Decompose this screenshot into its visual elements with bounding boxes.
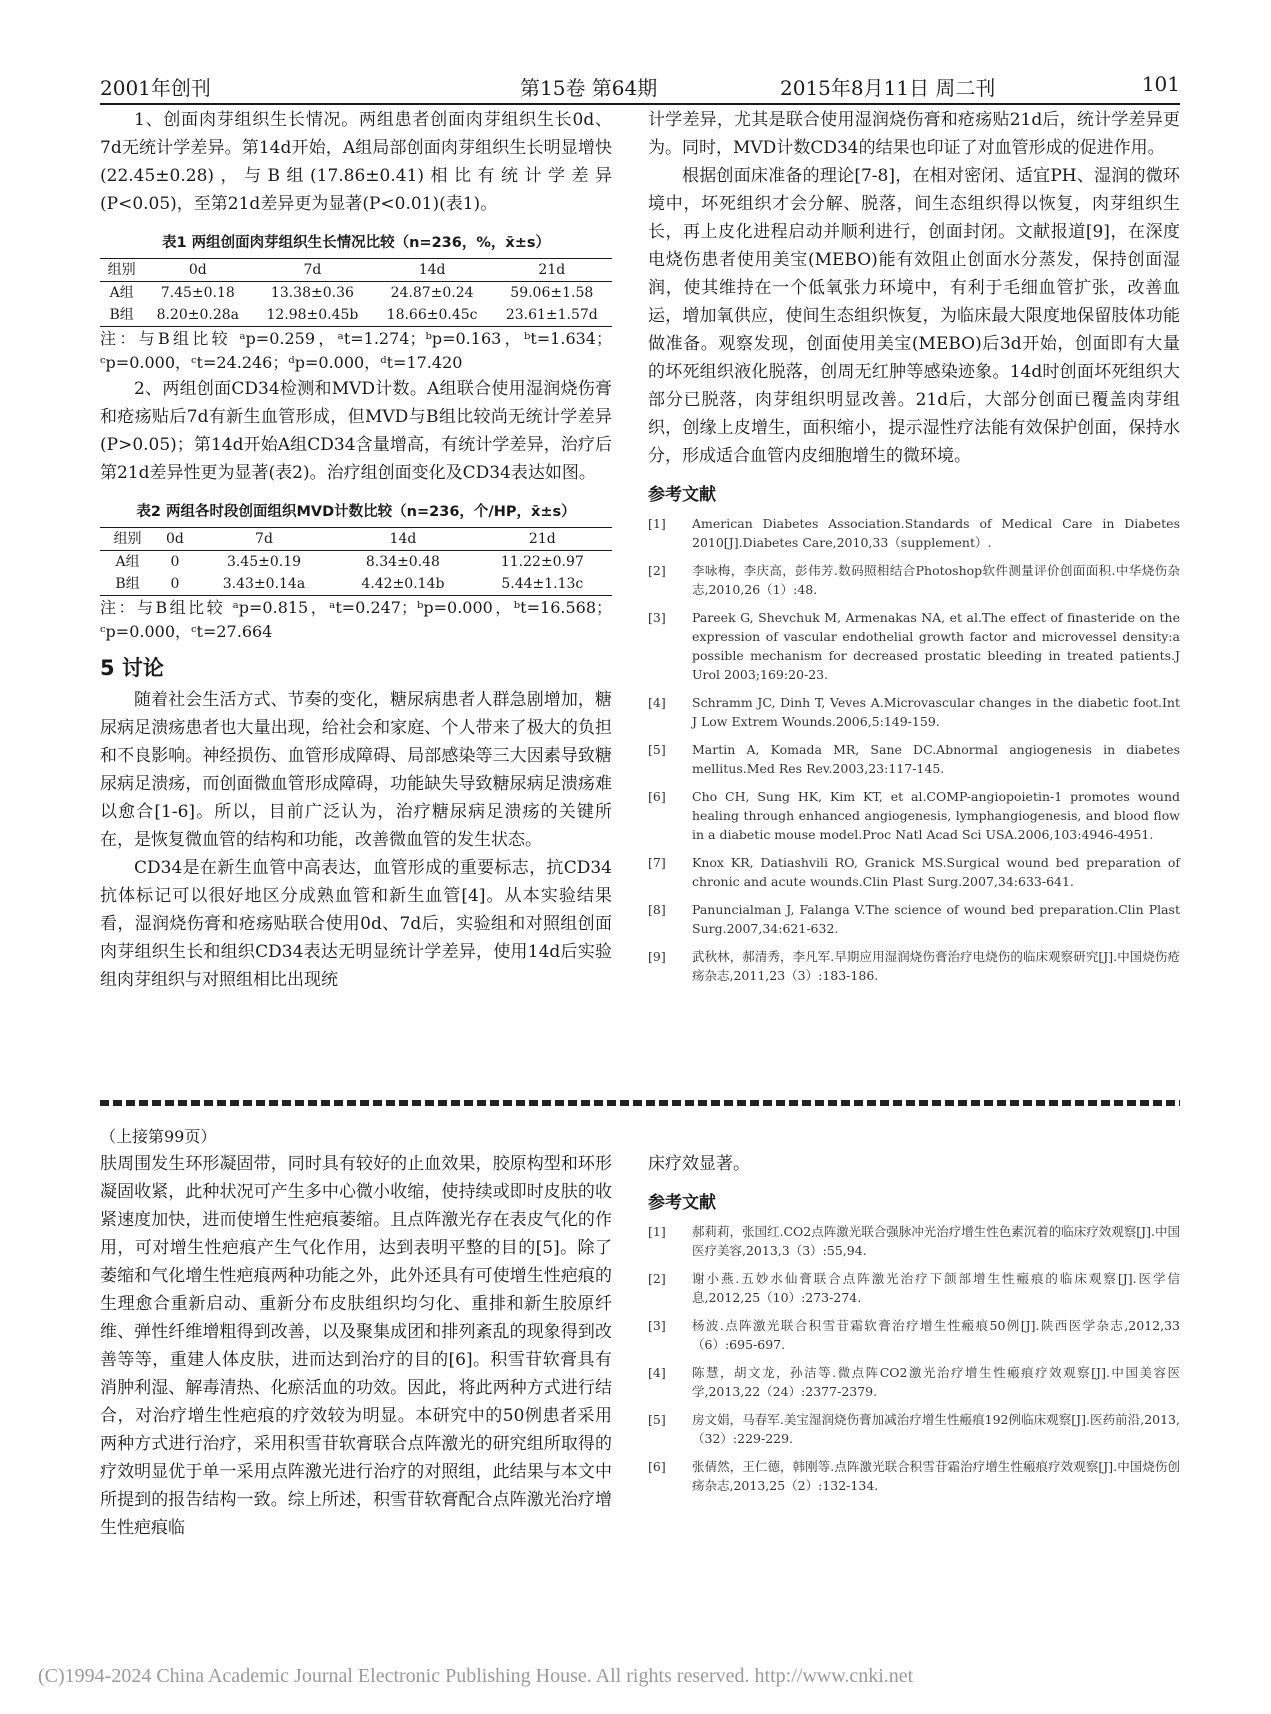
reference-item bbox=[648, 787, 1180, 844]
reference-text: Martin A, Komada MR, Sane DC.Abnormal angiogenesis in diabetes mellitus.Med Res Rev.2003,23:117-145. bbox=[692, 742, 1180, 776]
table-row bbox=[100, 573, 612, 596]
reference-list bbox=[648, 1222, 1180, 1495]
table-header-cell: 组别 bbox=[100, 528, 155, 551]
reference-number: [7] bbox=[648, 855, 666, 870]
reference-number: [5] bbox=[648, 1412, 666, 1427]
table-cell: A组 bbox=[109, 285, 134, 301]
table-cell: 13.38±0.36 bbox=[270, 285, 354, 301]
table-header-cell: 0d bbox=[155, 528, 195, 551]
table-1-title: 表1 两组创面肉芽组织生长情况比较（n=236，%，x̄±s） bbox=[161, 235, 551, 251]
table-cell: 59.06±1.58 bbox=[510, 285, 594, 301]
table-row bbox=[100, 304, 612, 327]
reference-number: [6] bbox=[648, 789, 666, 804]
reference-text: Pareek G, Shevchuk M, Armenakas NA, et al.The effect of finasteride on the expression of vascular endothelial growth factor and microvessel density:a possible mechanism for decreased prostatic bleeding in treated patients.J Urol 2003;169:20-23. bbox=[692, 610, 1180, 682]
table-cell: 24.87±0.24 bbox=[390, 285, 474, 301]
results-paragraph-2: 2、两组创面CD34检测和MVD计数。A组联合使用湿润烧伤膏和疮疡贴后7d有新生血管形成，但MVD与B组比较尚无统计学差异(P>0.05)；第14d开始A组CD34含量增高，有统计学差异，治疗后第21d差异性更为显著(表2)。治疗组创面变化及CD34表达如图。 bbox=[100, 379, 612, 483]
reference-item bbox=[648, 1316, 1180, 1354]
reference-number: [8] bbox=[648, 902, 666, 917]
table-header-cell: 7d bbox=[195, 528, 333, 551]
results-paragraph-1: 1、创面肉芽组织生长情况。两组患者创面肉芽组织生长0d、7d无统计学差异。第14d开始，A组局部创面肉芽组织生长明显增快(22.45±0.28)，与B组(17.86±0.41)相比有统计学差异(P<0.05)，至第21d差异更为显著(P<0.01)(表1)。 bbox=[100, 110, 612, 214]
reference-item bbox=[648, 608, 1180, 684]
reference-number: [9] bbox=[648, 949, 666, 964]
table-header-row bbox=[100, 528, 612, 551]
reference-text: 谢小燕.五妙水仙膏联合点阵激光治疗下颌部增生性瘢痕的临床观察[J].医学信息,2012,25（10）:273-274. bbox=[692, 1271, 1180, 1305]
continuation-right-column bbox=[648, 1150, 1180, 1504]
table-header-cell: 组别 bbox=[100, 259, 143, 282]
table-2-note: 注：与B组比较 ᵃp=0.815，ᵃt=0.247；ᵇp=0.000，ᵇt=16.568；ᶜp=0.000，ᶜt=27.664 bbox=[100, 598, 612, 641]
reference-text: 杨波.点阵激光联合积雪苷霜软膏治疗增生性瘢痕50例[J].陕西医学杂志,2012,33（6）:695-697. bbox=[692, 1318, 1180, 1352]
reference-list bbox=[648, 514, 1180, 985]
reference-number: [5] bbox=[648, 742, 666, 757]
discussion-paragraph-3: 根据创面床准备的理论[7-8]，在相对密闭、适宜PH、湿润的微环境中，坏死组织才会分解、脱落，间生态组织得以恢复，肉芽组织生长，再上皮化进程启动并顺利进行，创面封闭。文献报道[9]，在深度电烧伤患者使用美宝(MEBO)能有效阻止创面水分蒸发，保持创面湿润，使其维持在一个低氧张力环境中，有利于毛细血管扩张，改善血运，增加氧供应，使间生态组织恢复，为临床最大限度地保留肢体功能做准备。观察发现，创面使用美宝(MEBO)后3d开始，创面即有大量的坏死组织液化脱落，创周无红肿等感染迹象。14d时创面坏死组织大部分已脱落，肉芽组织明显改善。21d后，大部分创面已覆盖肉芽组织，创缘上皮增生，面积缩小，提示湿性疗法能有效保护创面，保持水分，形成适合血管内皮细胞增生的微环境。 bbox=[648, 166, 1180, 466]
discussion-paragraph-2: CD34是在新生血管中高表达，血管形成的重要标志，抗CD34抗体标记可以很好地区分成熟血管和新生血管[4]。从本实验结果看，湿润烧伤膏和疮疡贴联合使用0d、7d后，实验组和对照组创面肉芽组织生长和组织CD34表达无明显统计学差异，使用14d后实验组肉芽组织与对照组相比出现统 bbox=[100, 858, 612, 990]
table-header-row bbox=[100, 259, 612, 282]
reference-item bbox=[648, 514, 1180, 552]
reference-number: [2] bbox=[648, 563, 666, 578]
reference-item bbox=[648, 740, 1180, 778]
table-cell: 0 bbox=[155, 573, 195, 596]
reference-number: [6] bbox=[648, 1459, 666, 1474]
reference-number: [1] bbox=[648, 1224, 666, 1239]
table-header-cell: 0d bbox=[143, 259, 252, 282]
discussion-paragraph-continued: 计学差异，尤其是联合使用湿润烧伤膏和疮疡贴21d后，统计学差异更为。同时，MVD计数CD34的结果也印证了对血管形成的促进作用。 bbox=[648, 110, 1180, 158]
table-cell: 7.45±0.18 bbox=[160, 285, 235, 301]
reference-text: 陈慧，胡文龙，孙洁等.微点阵CO2激光治疗增生性瘢痕疗效观察[J].中国美容医学,2013,22（24）:2377-2379. bbox=[692, 1365, 1180, 1399]
page-number: 101 bbox=[1141, 72, 1180, 96]
continuation-paragraph-end: 床疗效显著。 bbox=[648, 1154, 750, 1174]
table-header-cell: 7d bbox=[252, 259, 372, 282]
reference-item bbox=[648, 853, 1180, 891]
reference-text: Cho CH, Sung HK, Kim KT, et al.COMP-angiopoietin-1 promotes wound healing through enhanced angiogenesis, lymphangiogenesis, and blood flow in a diabetic mouse model.Proc Natl Acad Sci USA.2006,103:4946-4951. bbox=[692, 789, 1180, 842]
reference-item bbox=[648, 1363, 1180, 1401]
reference-number: [3] bbox=[648, 1318, 666, 1333]
reference-item bbox=[648, 1457, 1180, 1495]
table-cell: 8.34±0.48 bbox=[365, 554, 440, 570]
table-cell: 0 bbox=[170, 554, 180, 570]
table-header-cell: 21d bbox=[473, 528, 612, 551]
reference-text: American Diabetes Association.Standards of Medical Care in Diabetes 2010[J].Diabetes Care,2010,33（supplement）. bbox=[692, 516, 1180, 550]
copyright-footer: (C)1994-2024 China Academic Journal Electronic Publishing House. All rights reserved. http://www.cnki.net bbox=[38, 1665, 914, 1687]
volume-issue: 第15卷 第64期 bbox=[520, 76, 658, 100]
reference-number: [1] bbox=[648, 516, 666, 531]
continuation-note: （上接第99页） bbox=[100, 1127, 217, 1146]
reference-number: [3] bbox=[648, 610, 666, 625]
table-header-cell: 14d bbox=[333, 528, 472, 551]
references-heading: 参考文献 bbox=[648, 485, 716, 505]
table-cell: 3.45±0.19 bbox=[226, 554, 302, 570]
table-cell: 12.98±0.45b bbox=[252, 304, 372, 327]
reference-text: Knox KR, Datiashvili RO, Granick MS.Surgical wound bed preparation of chronic and acute wounds.Clin Plast Surg.2007,34:633-641. bbox=[692, 855, 1180, 889]
reference-item bbox=[648, 1269, 1180, 1307]
table-cell: A组 bbox=[115, 554, 140, 570]
table-cell: 4.42±0.14b bbox=[333, 573, 472, 596]
reference-text: 李咏梅，李庆高，彭伟芳.数码照相结合Photoshop软件测量评价创面面积.中华烧伤杂志,2010,26（1）:48. bbox=[692, 563, 1180, 597]
reference-text: Panuncialman J, Falanga V.The science of wound bed preparation.Clin Plast Surg.2007,34:621-632. bbox=[692, 902, 1180, 936]
table-header-cell: 21d bbox=[492, 259, 612, 282]
article-separator bbox=[100, 1100, 1180, 1106]
reference-item bbox=[648, 947, 1180, 985]
table-cell: B组 bbox=[100, 573, 155, 596]
references-heading: 参考文献 bbox=[648, 1193, 716, 1213]
table-cell: 8.20±0.28a bbox=[143, 304, 252, 327]
journal-founded: 2001年创刊 bbox=[100, 76, 211, 100]
table-2-title: 表2 两组各时段创面组织MVD计数比较（n=236，个/HP，x̄±s） bbox=[136, 504, 576, 520]
table-2 bbox=[100, 527, 612, 596]
table-header-cell: 14d bbox=[373, 259, 492, 282]
left-column bbox=[100, 106, 612, 994]
table-cell: B组 bbox=[100, 304, 143, 327]
table-cell: 3.43±0.14a bbox=[195, 573, 333, 596]
table-cell: 11.22±0.97 bbox=[500, 554, 584, 570]
reference-text: 武秋林，郝清秀，李凡军.早期应用湿润烧伤膏治疗电烧伤的临床观察研究[J].中国烧伤疮疡杂志,2011,23（3）:183-186. bbox=[692, 949, 1180, 983]
reference-item bbox=[648, 1410, 1180, 1448]
reference-item bbox=[648, 900, 1180, 938]
right-column bbox=[648, 106, 1180, 994]
table-row bbox=[100, 551, 612, 574]
reference-text: 房文娟，马春军.美宝湿润烧伤膏加减治疗增生性瘢痕192例临床观察[J].医药前沿,2013,（32）:229-229. bbox=[692, 1412, 1180, 1446]
table-row bbox=[100, 282, 612, 305]
reference-number: [2] bbox=[648, 1271, 666, 1286]
section-heading-discussion: 5 讨论 bbox=[100, 656, 164, 680]
table-1 bbox=[100, 258, 612, 327]
running-head bbox=[100, 68, 1180, 102]
table-cell: 23.61±1.57d bbox=[492, 304, 612, 327]
reference-number: [4] bbox=[648, 695, 666, 710]
reference-number: [4] bbox=[648, 1365, 666, 1380]
reference-text: Schramm JC, Dinh T, Veves A.Microvascular changes in the diabetic foot.Int J Low Extrem Wounds.2006,5:149-159. bbox=[692, 695, 1180, 729]
table-1-note: 注：与B组比较 ᵃp=0.259，ᵃt=1.274；ᵇp=0.163，ᵇt=1.634；ᶜp=0.000，ᶜt=24.246；ᵈp=0.000，ᵈt=17.420 bbox=[100, 329, 612, 372]
reference-item bbox=[648, 693, 1180, 731]
continuation-left-column bbox=[100, 1150, 612, 1542]
reference-text: 张倩然，王仁德，韩刚等.点阵激光联合积雪苷霜治疗增生性瘢痕疗效观察[J].中国烧伤创疡杂志,2013,25（2）:132-134. bbox=[692, 1459, 1180, 1493]
table-cell: 18.66±0.45c bbox=[373, 304, 492, 327]
table-cell: 5.44±1.13c bbox=[473, 573, 612, 596]
reference-item bbox=[648, 1222, 1180, 1260]
header-rule bbox=[100, 103, 1180, 105]
continuation-paragraph: 肤周围发生环形凝固带，同时具有较好的止血效果，胶原构型和环形凝固收紧，此种状况可产生多中心微小收缩，使持续或即时皮肤的收紧速度加快，进而使增生性疤痕萎缩。且点阵激光存在表皮气化的作用，可对增生性疤痕产生气化作用，达到表明平整的目的[5]。除了萎缩和气化增生性疤痕两种功能之外，此外还具有可使增生性疤痕的生理愈合重新启动、重新分布皮肤组织均匀化、重排和新生胶原纤维、弹性纤维增粗得到改善，以及聚集成团和排列紊乱的现象得到改善等等，重建人体皮肤，进而达到治疗的目的[6]。积雪苷软膏具有消肿利湿、解毒清热、化瘀活血的功效。因此，将此两种方式进行结合，对治疗增生性疤痕的疗效较为明显。本研究中的50例患者采用两种方式进行治疗，采用积雪苷软膏联合点阵激光的研究组所取得的疗效明显优于单一采用点阵激光进行治疗的对照组，此结果与本文中所提到的报告结构一致。综上所述，积雪苷软膏配合点阵激光治疗增生性疤痕临 bbox=[100, 1154, 612, 1538]
discussion-paragraph-1: 随着社会生活方式、节奏的变化，糖尿病患者人群急剧增加，糖尿病足溃疡患者也大量出现，给社会和家庭、个人带来了极大的负担和不良影响。神经损伤、血管形成障碍、局部感染等三大因素导致糖尿病足溃疡，而创面微血管形成障碍，功能缺失导致糖尿病足溃疡难以愈合[1-6]。所以，目前广泛认为，治疗糖尿病足溃疡的关键所在，是恢复微血管的结构和功能，改善微血管的发生状态。 bbox=[100, 690, 612, 850]
reference-item bbox=[648, 561, 1180, 599]
reference-text: 郝莉莉，张国红.CO2点阵激光联合强脉冲光治疗增生性色素沉着的临床疗效观察[J].中国医疗美容,2013,3（3）:55,94. bbox=[692, 1224, 1180, 1258]
publication-date: 2015年8月11日 周二刊 bbox=[780, 76, 996, 100]
